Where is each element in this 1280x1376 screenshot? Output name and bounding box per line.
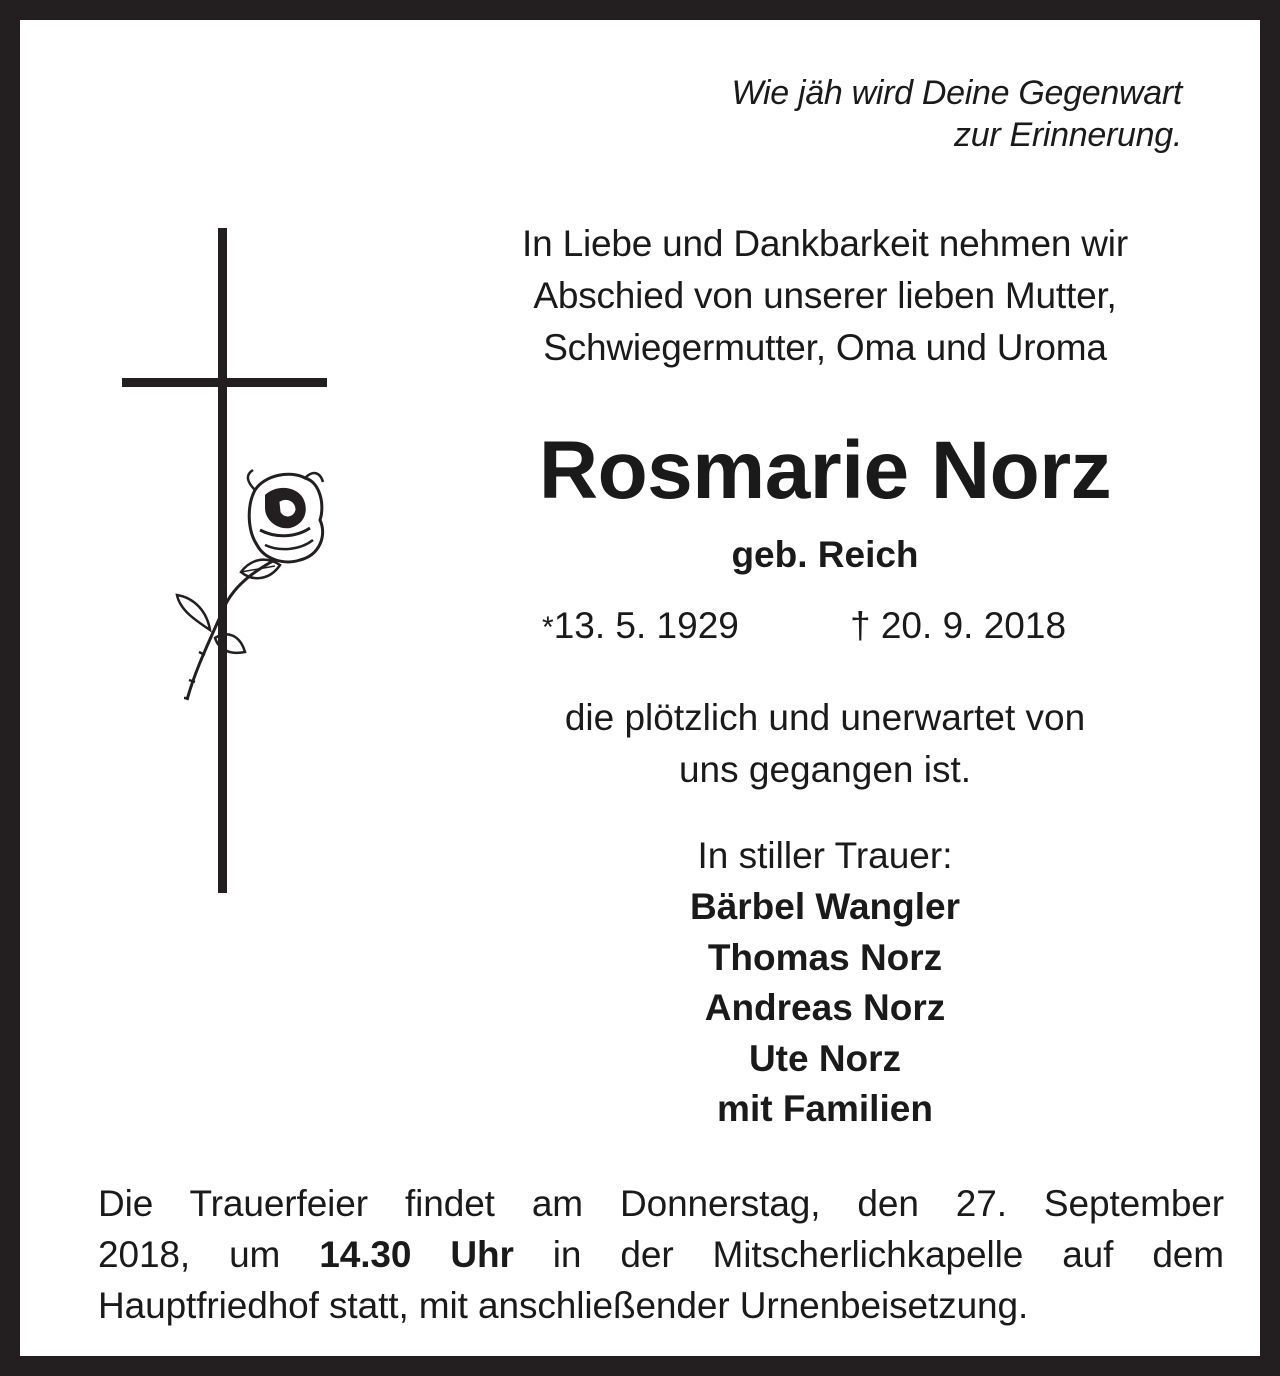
ceremony-line-2-pre: 2018, um bbox=[98, 1234, 320, 1275]
passing-line-2: uns gegangen ist. bbox=[678, 749, 972, 790]
death-cross-icon: † bbox=[850, 605, 871, 646]
ceremony-line-1: Die Trauerfeier findet am Donnerstag, den 27. September bbox=[98, 1183, 1224, 1224]
motto-quote bbox=[731, 72, 1182, 156]
intro-line-2: Abschied von unserer lieben Mutter, bbox=[533, 275, 1117, 316]
ceremony-time: 14.30 Uhr bbox=[319, 1234, 514, 1275]
motto-line-2: zur Erinnerung. bbox=[954, 116, 1182, 154]
mourners-list bbox=[400, 882, 1250, 1135]
motto-line-1: Wie jäh wird Deine Gegenwart bbox=[731, 74, 1182, 112]
birth-date bbox=[542, 600, 739, 652]
mourner-name: Andreas Norz bbox=[704, 987, 946, 1028]
deceased-name: Rosmarie Norz bbox=[538, 425, 1112, 516]
intro-text bbox=[400, 218, 1250, 374]
mourner-name: Ute Norz bbox=[748, 1037, 902, 1079]
death-date bbox=[850, 600, 1066, 652]
ceremony-line-2-post: in der Mitscherlichkapelle auf dem bbox=[513, 1234, 1225, 1275]
intro-line-3: Schwiegermutter, Oma und Uroma bbox=[543, 327, 1107, 368]
passing-line-1: die plötzlich und unerwartet von bbox=[564, 697, 1086, 738]
rose-leaf-icon-2 bbox=[177, 595, 210, 630]
passing-text bbox=[400, 692, 1250, 796]
cross-with-rose-icon bbox=[115, 220, 345, 900]
mourner-name: mit Familien bbox=[717, 1088, 933, 1129]
death-date-value: 20. 9. 2018 bbox=[880, 605, 1067, 646]
intro-line-1: In Liebe und Dankbarkeit nehmen wir bbox=[522, 223, 1128, 264]
mourning-label: In stiller Trauer: bbox=[697, 835, 953, 876]
mourner-name: Thomas Norz bbox=[707, 936, 943, 978]
obituary-content bbox=[20, 20, 1260, 1356]
maiden-name: geb. Reich bbox=[731, 534, 919, 575]
ceremony-line-2 bbox=[98, 1229, 1224, 1280]
mourner-name: Bärbel Wangler bbox=[689, 886, 961, 927]
cross-horizontal-beam bbox=[122, 378, 327, 387]
ceremony-notice bbox=[98, 1178, 1224, 1331]
cross-vertical-beam bbox=[218, 228, 227, 893]
ceremony-line-3: Hauptfriedhof statt, mit anschließender Urnenbeisetzung. bbox=[98, 1285, 1029, 1326]
birth-date-value: 13. 5. 1929 bbox=[553, 605, 739, 646]
birth-star-icon: * bbox=[542, 611, 554, 644]
